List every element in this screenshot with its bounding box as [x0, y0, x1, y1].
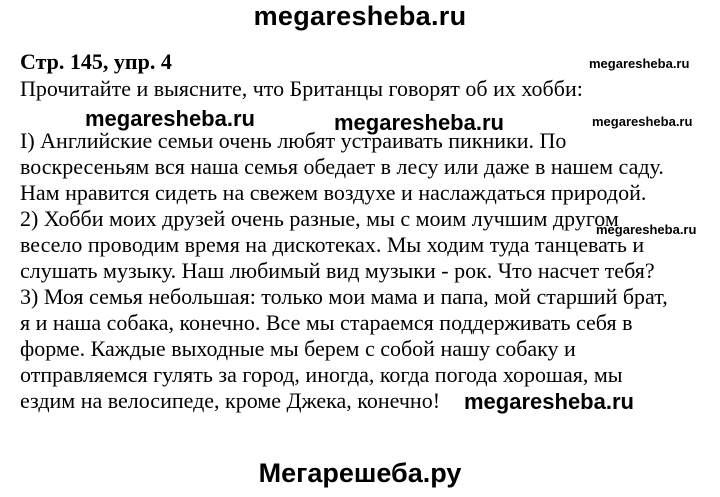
text-line-5: 2) Хобби моих друзей очень разные, мы с моим лучшим другом: [20, 206, 619, 231]
watermark-top: megaresheba.ru: [253, 1, 467, 31]
text-line-7: слушать музыку. Наш любимый вид музыки - рок. Что насчет тебя?: [20, 258, 655, 283]
watermark-small-3: megaresheba.ru: [596, 222, 697, 237]
watermark-small-2: megaresheba.ru: [592, 114, 693, 129]
text-line-4: Нам нравится сидеть на свежем воздухе и наслаждаться природой.: [20, 180, 647, 205]
text-line-2: I) Английские семьи очень любят устраивать пикники. По: [20, 128, 567, 153]
text-line-12: ездим на велосипеде, кроме Джека, конечно!: [20, 388, 441, 413]
watermark-bottom: Мегарешеба.ру: [258, 458, 462, 488]
text-line-11: отправляемся гулять за город, иногда, когда погода хорошая, мы: [20, 362, 623, 387]
text-line-8: 3) Моя семья небольшая: только мои мама и папа, мой старший брат,: [20, 284, 668, 309]
text-line-3: воскресеньям вся наша семья обедает в лесу или даже в нашем саду.: [20, 154, 664, 179]
watermark-small-1: megaresheba.ru: [589, 56, 690, 71]
text-line-1: Прочитайте и выясните, что Британцы говорят об их хобби:: [20, 76, 583, 101]
watermark-mid-left: megaresheba.ru: [85, 106, 255, 131]
text-line-9: я и наша собака, конечно. Все мы стараемся поддерживать себя в: [20, 310, 633, 335]
text-line-10: форме. Каждые выходные мы берем с собой нашу собаку и: [20, 336, 576, 361]
text-line-6: весело проводим время на дискотеках. Мы ходим туда танцевать и: [20, 232, 645, 257]
watermark-mid-center: megaresheba.ru: [334, 110, 504, 135]
watermark-mid-bottom: megaresheba.ru: [464, 389, 634, 414]
exercise-heading: Стр. 145, упр. 4: [20, 49, 172, 74]
